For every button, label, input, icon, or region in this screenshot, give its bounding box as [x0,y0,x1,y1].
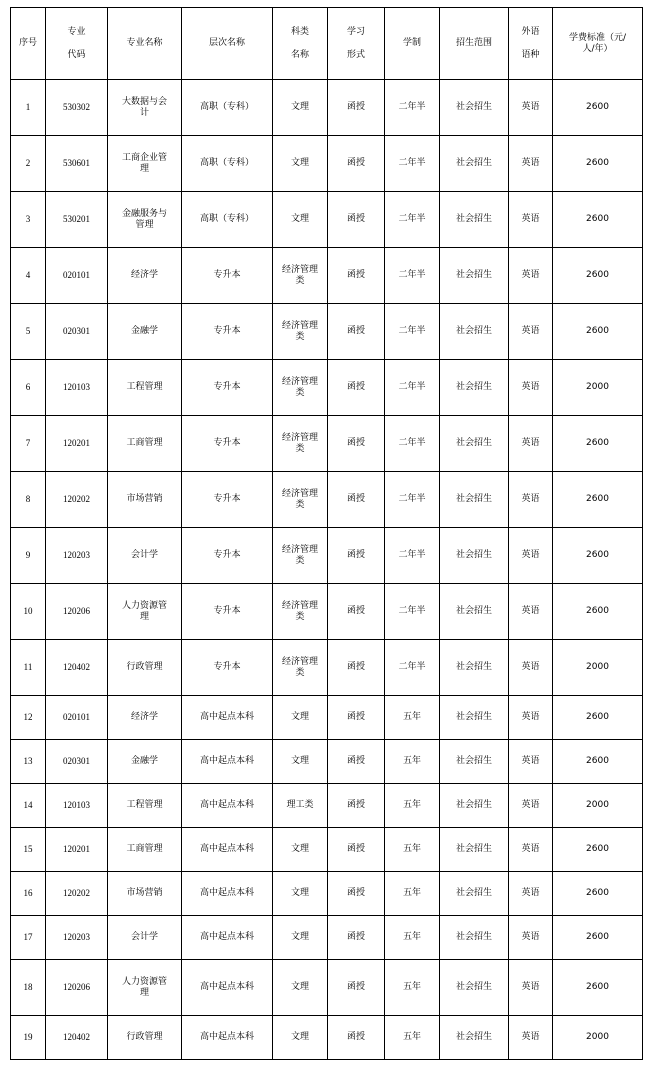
cell-major-code: 120202 [46,872,108,916]
header-duration: 学制 [385,8,440,80]
table-row [11,528,643,584]
cell-category: 文理 [273,916,328,960]
cell-duration: 二年半 [385,136,440,192]
cell-major-name: 市场营销 [108,472,182,528]
cell-major-name: 工商管理 [108,416,182,472]
cell-study-mode: 函授 [328,80,385,136]
cell-category: 理工类 [273,784,328,828]
cell-major-code: 120203 [46,528,108,584]
cell-major-name: 行政管理 [108,640,182,696]
cell-duration: 五年 [385,740,440,784]
cell-study-mode: 函授 [328,360,385,416]
cell-index: 19 [11,1016,46,1060]
cell-category: 文理 [273,696,328,740]
cell-index: 2 [11,136,46,192]
header-level: 层次名称 [182,8,273,80]
cell-tuition-fee: 2600 [553,416,643,472]
cell-major-name: 人力资源管理 [108,960,182,1016]
cell-index: 11 [11,640,46,696]
cell-enrollment-scope: 社会招生 [440,528,509,584]
table-row [11,640,643,696]
cell-tuition-fee: 2600 [553,872,643,916]
cell-duration: 五年 [385,828,440,872]
cell-study-mode: 函授 [328,472,385,528]
cell-study-mode: 函授 [328,916,385,960]
cell-foreign-language: 英语 [509,360,553,416]
table-row [11,696,643,740]
cell-major-code: 120402 [46,640,108,696]
cell-enrollment-scope: 社会招生 [440,248,509,304]
table-row [11,472,643,528]
header-index: 序号 [11,8,46,80]
cell-level: 高中起点本科 [182,784,273,828]
cell-level: 高中起点本科 [182,696,273,740]
cell-study-mode: 函授 [328,416,385,472]
cell-level: 专升本 [182,584,273,640]
cell-duration: 二年半 [385,584,440,640]
cell-study-mode: 函授 [328,696,385,740]
cell-foreign-language: 英语 [509,192,553,248]
fee-schedule-table [10,7,643,1060]
cell-category: 经济管理类 [273,360,328,416]
table-row [11,80,643,136]
cell-index: 5 [11,304,46,360]
cell-enrollment-scope: 社会招生 [440,784,509,828]
cell-index: 9 [11,528,46,584]
table-row [11,916,643,960]
cell-major-code: 020101 [46,696,108,740]
cell-major-name: 大数据与会计 [108,80,182,136]
cell-level: 专升本 [182,472,273,528]
cell-major-code: 120206 [46,584,108,640]
header-foreign-language: 外语 语种 [509,8,553,80]
cell-duration: 五年 [385,872,440,916]
cell-foreign-language: 英语 [509,740,553,784]
cell-enrollment-scope: 社会招生 [440,872,509,916]
cell-category: 经济管理类 [273,416,328,472]
cell-major-code: 120402 [46,1016,108,1060]
table-row [11,784,643,828]
cell-tuition-fee: 2600 [553,740,643,784]
cell-study-mode: 函授 [328,960,385,1016]
cell-enrollment-scope: 社会招生 [440,640,509,696]
table-row [11,248,643,304]
cell-foreign-language: 英语 [509,696,553,740]
cell-tuition-fee: 2600 [553,192,643,248]
cell-enrollment-scope: 社会招生 [440,136,509,192]
cell-level: 高中起点本科 [182,960,273,1016]
cell-category: 文理 [273,192,328,248]
cell-index: 13 [11,740,46,784]
cell-major-code: 120103 [46,360,108,416]
cell-enrollment-scope: 社会招生 [440,360,509,416]
cell-major-code: 120203 [46,916,108,960]
cell-category: 经济管理类 [273,640,328,696]
cell-level: 专升本 [182,528,273,584]
cell-major-code: 120202 [46,472,108,528]
cell-foreign-language: 英语 [509,528,553,584]
cell-enrollment-scope: 社会招生 [440,80,509,136]
cell-category: 经济管理类 [273,584,328,640]
cell-duration: 二年半 [385,304,440,360]
cell-foreign-language: 英语 [509,640,553,696]
cell-study-mode: 函授 [328,1016,385,1060]
cell-duration: 二年半 [385,360,440,416]
cell-tuition-fee: 2600 [553,584,643,640]
cell-study-mode: 函授 [328,136,385,192]
cell-category: 经济管理类 [273,248,328,304]
cell-tuition-fee: 2600 [553,696,643,740]
cell-major-name: 行政管理 [108,1016,182,1060]
cell-category: 经济管理类 [273,472,328,528]
cell-category: 文理 [273,80,328,136]
cell-level: 高中起点本科 [182,828,273,872]
cell-major-code: 020101 [46,248,108,304]
cell-major-code: 120206 [46,960,108,1016]
cell-index: 10 [11,584,46,640]
cell-index: 7 [11,416,46,472]
cell-major-name: 人力资源管理 [108,584,182,640]
cell-enrollment-scope: 社会招生 [440,192,509,248]
cell-category: 文理 [273,740,328,784]
cell-duration: 五年 [385,696,440,740]
cell-tuition-fee: 2000 [553,1016,643,1060]
cell-tuition-fee: 2000 [553,360,643,416]
cell-study-mode: 函授 [328,828,385,872]
header-study-mode: 学习 形式 [328,8,385,80]
cell-major-name: 经济学 [108,696,182,740]
cell-level: 专升本 [182,304,273,360]
cell-major-name: 经济学 [108,248,182,304]
table-row [11,584,643,640]
table-row [11,304,643,360]
cell-duration: 二年半 [385,528,440,584]
cell-level: 高中起点本科 [182,740,273,784]
cell-duration: 二年半 [385,192,440,248]
cell-enrollment-scope: 社会招生 [440,740,509,784]
cell-tuition-fee: 2600 [553,528,643,584]
table-row [11,960,643,1016]
cell-level: 高中起点本科 [182,916,273,960]
cell-enrollment-scope: 社会招生 [440,960,509,1016]
cell-index: 1 [11,80,46,136]
cell-duration: 二年半 [385,640,440,696]
header-category: 科类 名称 [273,8,328,80]
cell-duration: 二年半 [385,472,440,528]
cell-duration: 二年半 [385,416,440,472]
cell-tuition-fee: 2000 [553,784,643,828]
cell-foreign-language: 英语 [509,1016,553,1060]
cell-duration: 五年 [385,916,440,960]
table-row [11,1016,643,1060]
cell-major-name: 会计学 [108,528,182,584]
table-row [11,416,643,472]
cell-level: 专升本 [182,640,273,696]
cell-level: 专升本 [182,416,273,472]
cell-foreign-language: 英语 [509,872,553,916]
cell-enrollment-scope: 社会招生 [440,916,509,960]
cell-duration: 五年 [385,1016,440,1060]
cell-index: 18 [11,960,46,1016]
header-major-code: 专业 代码 [46,8,108,80]
cell-study-mode: 函授 [328,740,385,784]
cell-foreign-language: 英语 [509,472,553,528]
cell-major-code: 120201 [46,416,108,472]
cell-enrollment-scope: 社会招生 [440,304,509,360]
cell-major-name: 金融服务与管理 [108,192,182,248]
cell-study-mode: 函授 [328,192,385,248]
table-row [11,828,643,872]
cell-major-name: 工程管理 [108,784,182,828]
cell-duration: 五年 [385,784,440,828]
header-major-name: 专业名称 [108,8,182,80]
cell-tuition-fee: 2600 [553,472,643,528]
cell-study-mode: 函授 [328,640,385,696]
cell-enrollment-scope: 社会招生 [440,828,509,872]
cell-foreign-language: 英语 [509,828,553,872]
cell-tuition-fee: 2600 [553,136,643,192]
cell-level: 高中起点本科 [182,872,273,916]
cell-foreign-language: 英语 [509,80,553,136]
cell-level: 高职（专科） [182,136,273,192]
cell-tuition-fee: 2600 [553,828,643,872]
cell-foreign-language: 英语 [509,784,553,828]
cell-category: 文理 [273,960,328,1016]
cell-foreign-language: 英语 [509,416,553,472]
cell-level: 高职（专科） [182,192,273,248]
cell-study-mode: 函授 [328,304,385,360]
cell-study-mode: 函授 [328,528,385,584]
cell-major-code: 530201 [46,192,108,248]
cell-enrollment-scope: 社会招生 [440,696,509,740]
cell-major-code: 120103 [46,784,108,828]
cell-index: 16 [11,872,46,916]
cell-major-code: 020301 [46,304,108,360]
table-row [11,192,643,248]
cell-index: 15 [11,828,46,872]
table-row [11,740,643,784]
cell-index: 8 [11,472,46,528]
cell-index: 17 [11,916,46,960]
cell-major-code: 020301 [46,740,108,784]
cell-enrollment-scope: 社会招生 [440,1016,509,1060]
cell-level: 高职（专科） [182,80,273,136]
cell-major-name: 工商管理 [108,828,182,872]
header-tuition-fee: 学费标准（元/人/年） [553,8,643,80]
cell-tuition-fee: 2600 [553,304,643,360]
cell-index: 6 [11,360,46,416]
cell-study-mode: 函授 [328,248,385,304]
cell-tuition-fee: 2600 [553,80,643,136]
cell-major-name: 金融学 [108,304,182,360]
cell-study-mode: 函授 [328,584,385,640]
cell-duration: 五年 [385,960,440,1016]
cell-category: 文理 [273,872,328,916]
cell-level: 专升本 [182,360,273,416]
cell-category: 文理 [273,828,328,872]
cell-foreign-language: 英语 [509,136,553,192]
cell-category: 经济管理类 [273,528,328,584]
cell-major-name: 市场营销 [108,872,182,916]
cell-foreign-language: 英语 [509,584,553,640]
cell-tuition-fee: 2600 [553,248,643,304]
cell-duration: 二年半 [385,248,440,304]
cell-enrollment-scope: 社会招生 [440,472,509,528]
cell-major-name: 金融学 [108,740,182,784]
cell-index: 3 [11,192,46,248]
cell-duration: 二年半 [385,80,440,136]
cell-major-name: 工商企业管理 [108,136,182,192]
cell-foreign-language: 英语 [509,960,553,1016]
cell-study-mode: 函授 [328,784,385,828]
cell-tuition-fee: 2600 [553,916,643,960]
header-enrollment-scope: 招生范围 [440,8,509,80]
cell-index: 12 [11,696,46,740]
cell-enrollment-scope: 社会招生 [440,584,509,640]
table-row [11,136,643,192]
cell-major-code: 530302 [46,80,108,136]
cell-major-name: 工程管理 [108,360,182,416]
cell-major-name: 会计学 [108,916,182,960]
cell-study-mode: 函授 [328,872,385,916]
cell-index: 4 [11,248,46,304]
cell-index: 14 [11,784,46,828]
cell-level: 专升本 [182,248,273,304]
cell-foreign-language: 英语 [509,248,553,304]
cell-foreign-language: 英语 [509,304,553,360]
cell-category: 文理 [273,136,328,192]
cell-foreign-language: 英语 [509,916,553,960]
cell-tuition-fee: 2600 [553,960,643,1016]
cell-level: 高中起点本科 [182,1016,273,1060]
cell-tuition-fee: 2000 [553,640,643,696]
cell-category: 经济管理类 [273,304,328,360]
table-row [11,360,643,416]
table-row [11,872,643,916]
cell-category: 文理 [273,1016,328,1060]
header-row [11,8,643,80]
cell-major-code: 530601 [46,136,108,192]
cell-major-code: 120201 [46,828,108,872]
cell-enrollment-scope: 社会招生 [440,416,509,472]
